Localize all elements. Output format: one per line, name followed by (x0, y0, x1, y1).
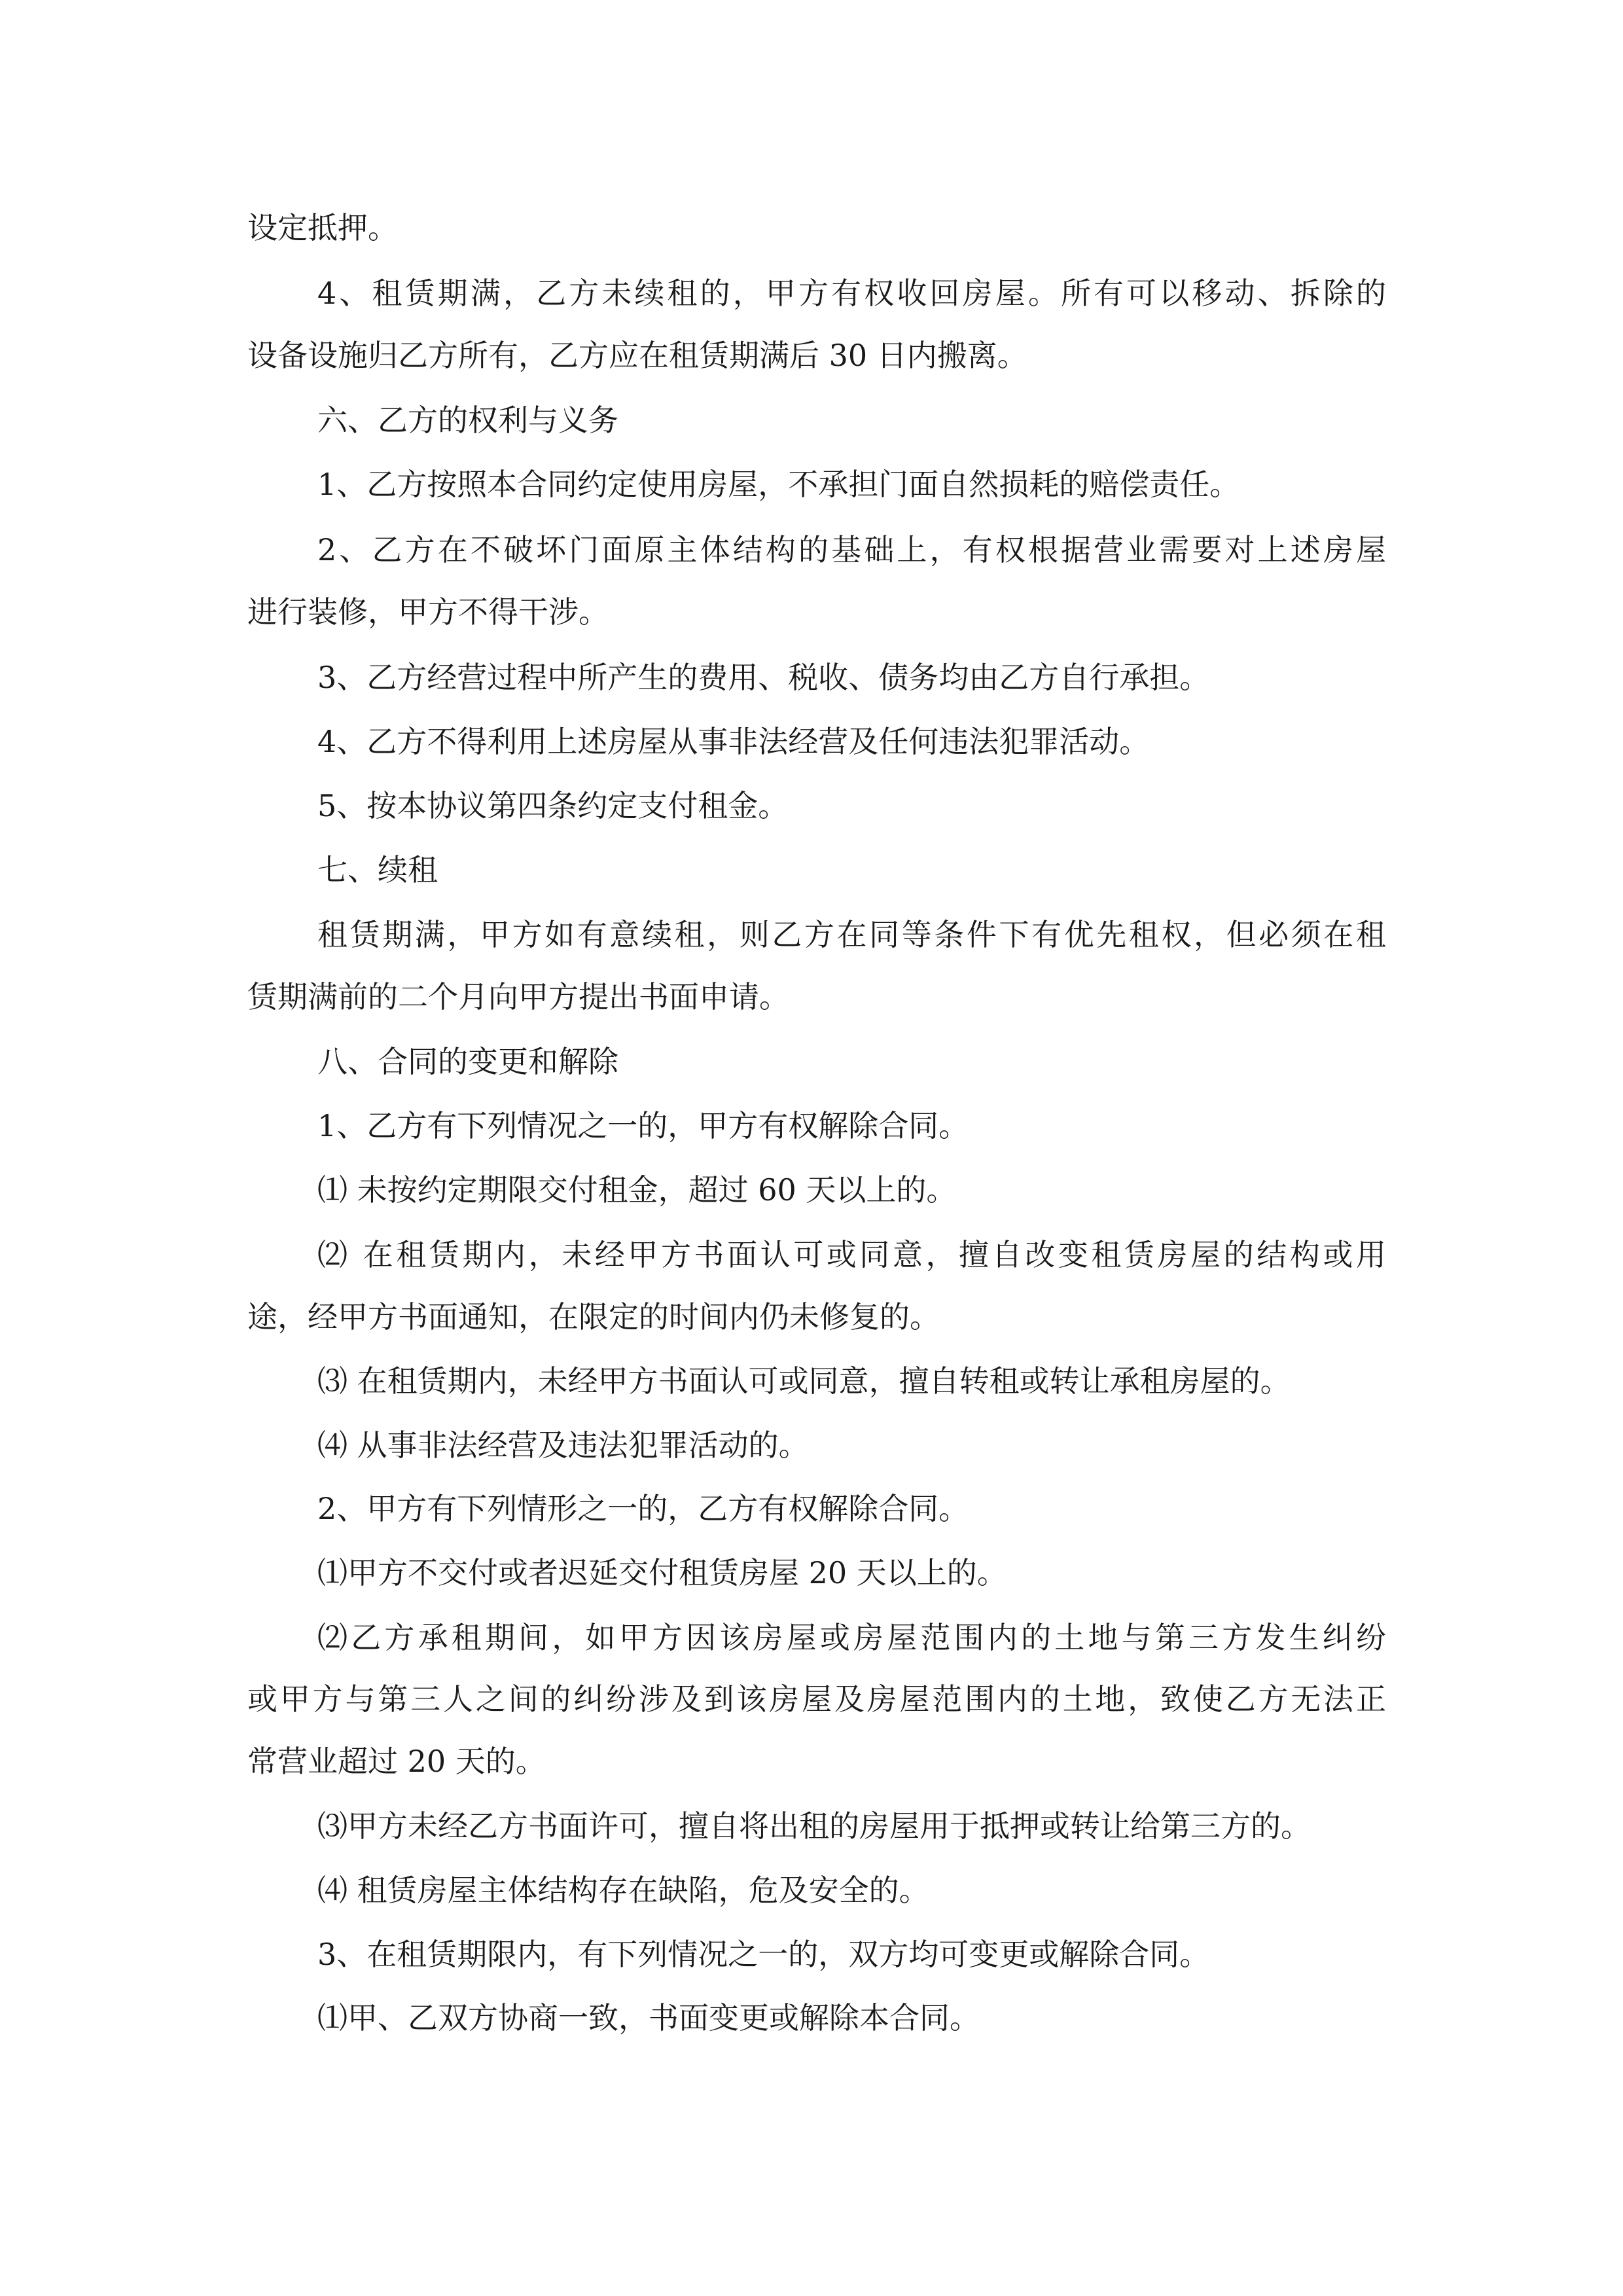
text-line: 4、租赁期满，乙方未续租的，甲方有权收回房屋。所有可以移动、拆除的 (317, 276, 1386, 311)
text-line: ⑶甲方未经乙方书面许可，擅自将出租的房屋用于抵押或转让给第三方的。 (317, 1808, 1311, 1844)
text-line: 1、乙方按照本合同约定使用房屋，不承担门面自然损耗的赔偿责任。 (317, 467, 1240, 502)
text-line: 2、甲方有下列情形之一的，乙方有权解除合同。 (317, 1491, 969, 1526)
text-line: ⑵ 在租赁期内，未经甲方书面认可或同意，擅自改变租赁房屋的结构或用 (317, 1237, 1386, 1272)
text-line: ⑶ 在租赁期内，未经甲方书面认可或同意，擅自转租或转让承租房屋的。 (317, 1363, 1291, 1399)
text-line: 途，经甲方书面通知，在限定的时间内仍未修复的。 (247, 1299, 940, 1335)
text-line: ⑷ 租赁房屋主体结构存在缺陷，危及安全的。 (317, 1873, 929, 1908)
text-line: 租赁期满，甲方如有意续租，则乙方在同等条件下有优先租权，但必须在租 (317, 917, 1386, 952)
text-line: 1、乙方有下列情况之一的，甲方有权解除合同。 (317, 1108, 969, 1143)
text-line: ⑷ 从事非法经营及违法犯罪活动的。 (317, 1427, 809, 1463)
text-line: 进行装修，甲方不得干涉。 (247, 594, 609, 630)
text-line: ⑴甲、乙双方协商一致，书面变更或解除本合同。 (317, 2000, 980, 2036)
text-line: ⑴ 未按约定期限交付租金，超过 60 天以上的。 (317, 1172, 957, 1208)
text-line: 4、乙方不得利用上述房屋从事非法经营及任何违法犯罪活动。 (317, 724, 1150, 759)
section-heading: 七、续租 (317, 852, 438, 888)
text-line: 常营业超过 20 天的。 (247, 1744, 546, 1779)
section-heading: 六、乙方的权利与义务 (317, 403, 618, 438)
text-line: 5、按本协议第四条约定支付租金。 (317, 788, 789, 823)
text-line: 设备设施归乙方所有，乙方应在租赁期满后 30 日内搬离。 (247, 338, 1027, 373)
text-line: 设定抵押。 (247, 210, 398, 245)
text-line: 3、在租赁期限内，有下列情况之一的，双方均可变更或解除合同。 (317, 1937, 1210, 1972)
text-line: ⑵乙方承租期间，如甲方因该房屋或房屋范围内的土地与第三方发生纠纷 (317, 1620, 1386, 1655)
text-line: 或甲方与第三人之间的纠纷涉及到该房屋及房屋范围内的土地，致使乙方无法正 (247, 1681, 1386, 1717)
text-line: ⑴甲方不交付或者迟延交付租赁房屋 20 天以上的。 (317, 1555, 1007, 1590)
text-line: 2、乙方在不破坏门面原主体结构的基础上，有权根据营业需要对上述房屋 (317, 532, 1386, 567)
section-heading: 八、合同的变更和解除 (317, 1044, 618, 1079)
text-line: 3、乙方经营过程中所产生的费用、税收、债务均由乙方自行承担。 (317, 660, 1210, 695)
text-line: 赁期满前的二个月向甲方提出书面申请。 (247, 979, 789, 1014)
